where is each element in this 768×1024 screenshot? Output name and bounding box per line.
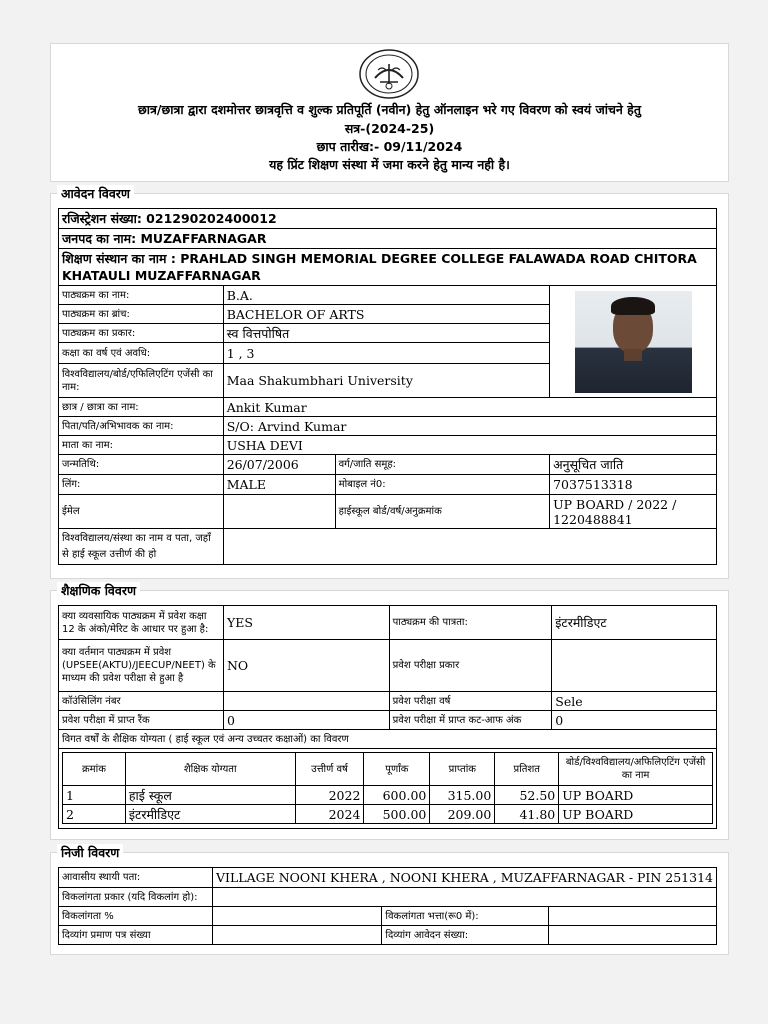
gender-value: MALE bbox=[223, 475, 335, 495]
personal-legend: निजी विवरण bbox=[57, 844, 123, 861]
header-note: यह प्रिंट शिक्षण संस्था में जमा करने हेतु मान्य नही है। bbox=[269, 157, 510, 172]
registration-number: रजिस्ट्रेशन संख्या: 021290202400012 bbox=[59, 209, 717, 229]
education-history-column-header: प्राप्तांक bbox=[430, 753, 495, 786]
highschool-label: हाईस्कूल बोर्ड/वर्ष/अनुक्रमांक bbox=[335, 495, 550, 529]
education-history-cell: 52.50 bbox=[495, 786, 559, 805]
university-label: विश्वविद्यालय/बोर्ड/एफिलिएटिंग एजेंसी का नाम: bbox=[59, 364, 224, 398]
academic-section bbox=[50, 583, 729, 840]
class-year-value: 1 , 3 bbox=[223, 343, 549, 364]
student-photo bbox=[575, 291, 692, 393]
education-history-cell: 2 bbox=[63, 805, 126, 824]
counselling-label: कॉउंसिलिंग नंबर bbox=[59, 692, 224, 711]
education-history-cell bbox=[59, 749, 717, 829]
education-history-cell: 41.80 bbox=[495, 805, 559, 824]
previous-institution-label: विश्वविद्यालय/संस्था का नाम व पता, जहाँ से हाई स्कूल उत्तीर्ण की हो bbox=[59, 529, 224, 565]
exam-year-label: प्रवेश परीक्षा वर्ष bbox=[389, 692, 552, 711]
q2-value: NO bbox=[223, 640, 389, 692]
course-name-value: B.A. bbox=[223, 286, 549, 305]
mobile-value: 7037513318 bbox=[550, 475, 717, 495]
disability-percent-value bbox=[213, 907, 382, 926]
course-type-value: स्व वित्तपोषित bbox=[223, 324, 549, 343]
student-photo-cell bbox=[550, 286, 717, 398]
gender-label: लिंग: bbox=[59, 475, 224, 495]
header-session: सत्र-(2024-25) bbox=[344, 121, 435, 136]
cutoff-value: 0 bbox=[552, 711, 717, 730]
application-section bbox=[50, 186, 729, 579]
institution-name: शिक्षण संस्थान का नाम : PRAHLAD SINGH MEMORIAL DEGREE COLLEGE FALAWADA ROAD CHITORA KHATAULI MUZAFFARNAGAR bbox=[59, 249, 717, 286]
exam-year-value: Sele bbox=[552, 692, 717, 711]
student-name-label: छात्र / छात्रा का नाम: bbox=[59, 398, 224, 417]
education-history-cell: 2024 bbox=[295, 805, 364, 824]
email-label: ईमेल bbox=[59, 495, 224, 529]
highschool-value: UP BOARD / 2022 / 1220488841 bbox=[550, 495, 717, 529]
education-history-label: विगत वर्षों के शैक्षिक योग्यता ( हाई स्कूल एवं अन्य उच्चतर कक्षाओं) का विवरण bbox=[59, 730, 717, 749]
disability-type-value bbox=[213, 888, 717, 907]
q1-value: YES bbox=[223, 606, 389, 640]
header-card bbox=[50, 43, 729, 182]
certificate-number-value bbox=[213, 926, 382, 945]
education-history-cell: UP BOARD bbox=[559, 805, 713, 824]
education-history-cell: 2022 bbox=[295, 786, 364, 805]
education-history-cell: 600.00 bbox=[364, 786, 430, 805]
personal-table bbox=[58, 867, 717, 945]
disability-type-label: विकलांगता प्रकार (यदि विकलांग हो): bbox=[59, 888, 213, 907]
previous-institution-value bbox=[223, 529, 716, 565]
father-name-value: S/O: Arvind Kumar bbox=[223, 417, 716, 436]
education-history-column-header: पूर्णांक bbox=[364, 753, 430, 786]
education-history-column-header: प्रतिशत bbox=[495, 753, 559, 786]
personal-section bbox=[50, 845, 729, 955]
q1-label: क्या व्यवसायिक पाठ्यक्रम में प्रवेश कक्षा 12 के अंको/मेरिट के आधार पर हुआ है: bbox=[59, 606, 224, 640]
header-print-date: छाप तारीख:- 09/11/2024 bbox=[316, 139, 463, 154]
disability-allowance-value bbox=[548, 907, 716, 926]
address-label: आवासीय स्थायी पता: bbox=[59, 868, 213, 888]
education-history-cell: UP BOARD bbox=[559, 786, 713, 805]
eligibility-label: पाठ्यक्रम की पात्रता: bbox=[389, 606, 552, 640]
application-table bbox=[58, 208, 717, 565]
education-history-column-header: उत्तीर्ण वर्ष bbox=[295, 753, 364, 786]
education-history-cell: 500.00 bbox=[364, 805, 430, 824]
table-row bbox=[63, 786, 713, 805]
education-history-cell: 1 bbox=[63, 786, 126, 805]
education-history-column-header: बोर्ड/विश्वविद्यालय/अफिलिएटिंग एजेंसी का नाम bbox=[559, 753, 713, 786]
dob-value: 26/07/2006 bbox=[223, 455, 335, 475]
academic-legend: शैक्षणिक विवरण bbox=[57, 582, 140, 599]
disability-allowance-label: विकलांगता भत्ता(रू0 में): bbox=[382, 907, 548, 926]
class-year-label: कक्षा का वर्ष एवं अवधि: bbox=[59, 343, 224, 364]
cutoff-label: प्रवेश परीक्षा में प्राप्त कट-आफ अंक bbox=[389, 711, 552, 730]
course-branch-value: BACHELOR OF ARTS bbox=[223, 305, 549, 324]
student-name-value: Ankit Kumar bbox=[223, 398, 716, 417]
rank-label: प्रवेश परीक्षा में प्राप्त रैंक bbox=[59, 711, 224, 730]
father-name-label: पिता/पति/अभिभावक का नाम: bbox=[59, 417, 224, 436]
q2-label: क्या वर्तमान पाठ्यक्रम में प्रवेश (UPSEE(AKTU)/JEECUP/NEET) के माध्यम की प्रवेश परीक्षा से हुआ है bbox=[59, 640, 224, 692]
mother-name-value: USHA DEVI bbox=[223, 436, 716, 455]
exam-type-value bbox=[552, 640, 717, 692]
education-history-header-row bbox=[63, 753, 713, 786]
application-number-value bbox=[548, 926, 716, 945]
education-history-cell: इंटरमीडिएट bbox=[125, 805, 295, 824]
caste-value: अनुसूचित जाति bbox=[550, 455, 717, 475]
application-legend: आवेदन विवरण bbox=[57, 185, 134, 202]
counselling-value bbox=[223, 692, 389, 711]
disability-percent-label: विकलांगता % bbox=[59, 907, 213, 926]
rank-value: 0 bbox=[223, 711, 389, 730]
email-value bbox=[223, 495, 335, 529]
caste-label: वर्ग/जाति समूह: bbox=[335, 455, 550, 475]
education-history-column-header: क्रमांक bbox=[63, 753, 126, 786]
education-history-table bbox=[62, 752, 713, 824]
mobile-label: मोबाइल नं0: bbox=[335, 475, 550, 495]
education-history-cell: 315.00 bbox=[430, 786, 495, 805]
mother-name-label: माता का नाम: bbox=[59, 436, 224, 455]
eligibility-value: इंटरमीडिएट bbox=[552, 606, 717, 640]
header-title-line1: छात्र/छात्रा द्वारा दशमोत्तर छात्रवृत्ति व शुल्क प्रतिपूर्ति (नवीन) हेतु ऑनलाइन भरे गए विवरण को स्वयं जांचने हेतु bbox=[138, 102, 641, 117]
up-government-seal-icon bbox=[358, 48, 420, 100]
academic-table bbox=[58, 605, 717, 829]
table-row bbox=[63, 805, 713, 824]
education-history-cell: हाई स्कूल bbox=[125, 786, 295, 805]
course-type-label: पाठ्यक्रम का प्रकार: bbox=[59, 324, 224, 343]
dob-label: जन्मतिथि: bbox=[59, 455, 224, 475]
district-name: जनपद का नाम: MUZAFFARNAGAR bbox=[59, 229, 717, 249]
education-history-cell: 209.00 bbox=[430, 805, 495, 824]
university-value: Maa Shakumbhari University bbox=[223, 364, 549, 398]
address-value: VILLAGE NOONI KHERA , NOONI KHERA , MUZAFFARNAGAR - PIN 251314 bbox=[213, 868, 717, 888]
course-branch-label: पाठ्यक्रम का ब्रांच: bbox=[59, 305, 224, 324]
certificate-number-label: दिव्यांग प्रमाण पत्र संख्या bbox=[59, 926, 213, 945]
application-number-label: दिव्यांग आवेदन संख्या: bbox=[382, 926, 548, 945]
course-name-label: पाठ्यक्रम का नाम: bbox=[59, 286, 224, 305]
exam-type-label: प्रवेश परीक्षा प्रकार bbox=[389, 640, 552, 692]
education-history-column-header: शैक्षिक योग्यता bbox=[125, 753, 295, 786]
